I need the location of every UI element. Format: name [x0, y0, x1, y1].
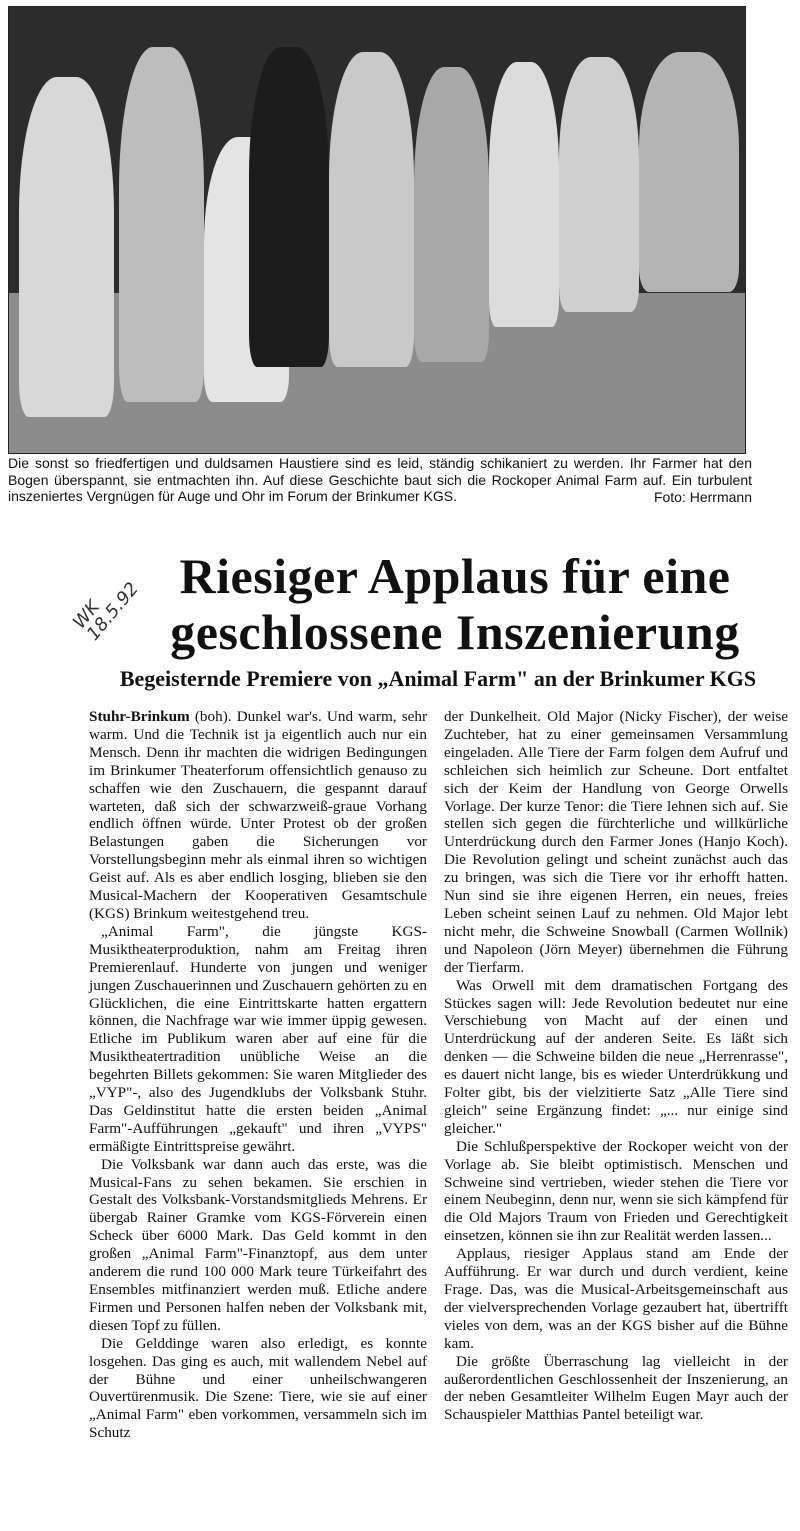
article-column-1 — [89, 708, 427, 1442]
cast-figure — [639, 52, 739, 292]
dateline: Stuhr-Brinkum — [89, 708, 190, 725]
article-paragraph: Applaus, riesiger Applaus stand am Ende der Aufführung. Er war durch und durch verdient, keine Frage. Das, was die Musical-Arbeitsgemeinschaft aus der vielversprechenden Vorlage gezaubert hat, übertrifft vieles von dem, was an der KGS bisher auf die Bühne kam. — [444, 1245, 788, 1352]
cast-figure — [119, 47, 204, 402]
article-paragraph: der Dunkelheit. Old Major (Nicky Fischer), der weise Zuchteber, hat zu einer gemeinsamen Versammlung eingeladen. Alle Tiere der Farm folgen dem Aufruf und schleichen sich heimlich zur Scheune. Dort entfaltet sich der Keim der Handlung von George Orwells Vorlage. Der kurze Tenor: die Tiere lehnen sich auf. Sie stellen sich gegen die fürchterliche und willkürliche Unterdrückung durch den Farmer Jones (Hanjo Koch). Die Revolution gelingt und scheint zunächst auch das zu bringen, was sich die Tiere vor ihr erhofft hatten. Nun sind sie ihre eigenen Herren, ein neues, freies Leben scheint seinen Lauf zu nehmen. Old Major lebt nicht mehr, die Schweine Snowball (Carmen Wollnik) und Napoleon (Jörn Meyer) übernehmen die Führung der Tierfarm. — [444, 708, 788, 976]
article-paragraph: Die Volksbank war dann auch das erste, was die Musical-Fans zu sehen bekamen. Sie erschien in Gestalt des Volksbank-Vorstandsmitglieds Mehrens. Er übergab Rainer Gramke vom KGS-Förverein einen Scheck über 6000 Mark. Das Geld kommt in den großen „Animal Farm"-Finanztopf, aus dem unter anderem die rund 100 000 Mark teure Türkeifahrt des Ensembles mitfinanziert werden muß. Etliche andere Firmen und Personen halfen neben der Volksbank mit, diesen Topf zu füllen. — [89, 1155, 427, 1334]
headline-line-1: Riesiger Applaus für eine — [179, 548, 731, 604]
article-paragraph — [89, 708, 427, 923]
headline-line-2: geschlossene Inszenierung — [170, 604, 740, 660]
article-paragraph: „Animal Farm", die jüngste KGS-Musiktheaterproduktion, nahm am Freitag ihren Premierenlauf. Hunderte von jungen und weniger jungen Zuschauerinnen und Zuschauern gehörten zu en Glücklichen, die eine Eintrittskarte hatten ergattern können, die Nachfrage war wie immer üppig gewesen. Etliche im Publikum waren aber auf eine für die Musiktheatertradition unübliche Weise an die begehrten Billets gekommen: Sie waren Mitglieder des „VYP"-, also des Jugendklubs der Volksbank Stuhr. Das Geldinstitut hatte die ersten beiden „Animal Farm"-Aufführungen „gekauft" und ihren „VYPS" ermäßigte Eintrittspreise gewährt. — [89, 922, 427, 1155]
paragraph-text: (boh). Dunkel war's. Und warm, sehr warm. Und die Technik ist ja eigentlich auch nur ein Mensch. Denn ihr machten die widrigen Bedingungen im Brinkumer Theaterforum offensichtlich genauso zu schaffen wie den Zuschauern, die gespannt darauf warteten, daß sich der schwarzweiß-graue Vorhang endlich öffnen würde. Unter Protest ob der großen Belastungen gaben die Sicherungen vor Vorstellungsbeginn mehr als einmal ihren so wichtigen Geist auf. Als es aber endlich losging, blieben sie den Musical-Machern der Kooperativen Gesamtschule (KGS) Brinkum weitestgehend treu. — [89, 708, 427, 922]
article-paragraph: Was Orwell mit dem dramatischen Fortgang des Stückes sagen will: Jede Revolution bedeutet nur eine Verschiebung von Macht auf der einen und Unterdrückung auf der anderen Seite. Es läßt sich denken — die Schweine bilden die neue „Herrenrasse", es dauert nicht lange, bis es wieder Unterdrükkung und Folter gibt, bis der vielzitierte Satz „Alle Tiere sind gleich" seine Ergänzung findet: „... nur einige sind gleicher." — [444, 976, 788, 1137]
headline — [110, 548, 800, 660]
article-column-2 — [444, 708, 788, 1424]
cast-figure — [249, 47, 329, 367]
article-paragraph: Die Schlußperspektive der Rockoper weicht von der Vorlage ab. Sie bleibt optimistisch. Menschen und Schweine sind vertrieben, wieder stehen die Tiere vor einem Neubeginn, denn nur, wenn sie sich kämpfend für die Old Majors Traum von Frieden und Gerechtigkeit einsetzen, können sie ihn zur Realität werden lassen... — [444, 1137, 788, 1245]
cast-figure — [19, 77, 114, 417]
subheadline: Begeisternde Premiere von „Animal Farm" an der Brinkumer KGS — [119, 666, 757, 691]
handwritten-date-note: WK 18.5.92 — [68, 578, 143, 645]
article-paragraph: Die Gelddinge waren also erledigt, es konnte losgehen. Das ging es auch, mit wallendem Nebel auf der Bühne und einer unheilschwangeren Ouvertürenmusik. Die Szene: Tiere, wie sie auf einer „Animal Farm" eben vorkommen, versammeln sich im Schutz — [89, 1334, 427, 1442]
cast-figure — [489, 62, 559, 327]
article-paragraph: Die größte Überraschung lag vielleicht in der außerordentlichen Geschlossenheit der Inszenierung, an der neben Gesamtleiter Wilhelm Eugen Mayr auch der Schauspieler Matthias Pantel beteiligt war. — [444, 1352, 788, 1424]
cast-photo — [8, 6, 746, 454]
photo-caption — [8, 455, 752, 505]
cast-figure — [329, 52, 414, 367]
cast-figure — [559, 57, 639, 312]
photo-credit: Foto: Herrmann — [653, 488, 752, 505]
cast-figure — [414, 67, 489, 362]
caption-text: Die sonst so friedfertigen und duldsamen Haustiere sind es leid, ständig schikaniert zu werden. Ihr Farmer hat den Bogen überspannt, sie entmachten ihn. Auf diese Geschichte baut sich die Rockoper Animal Farm auf. Ein turbulent inszeniertes Vergnügen für Auge und Ohr im Forum der Brinkumer KGS. — [8, 455, 752, 504]
